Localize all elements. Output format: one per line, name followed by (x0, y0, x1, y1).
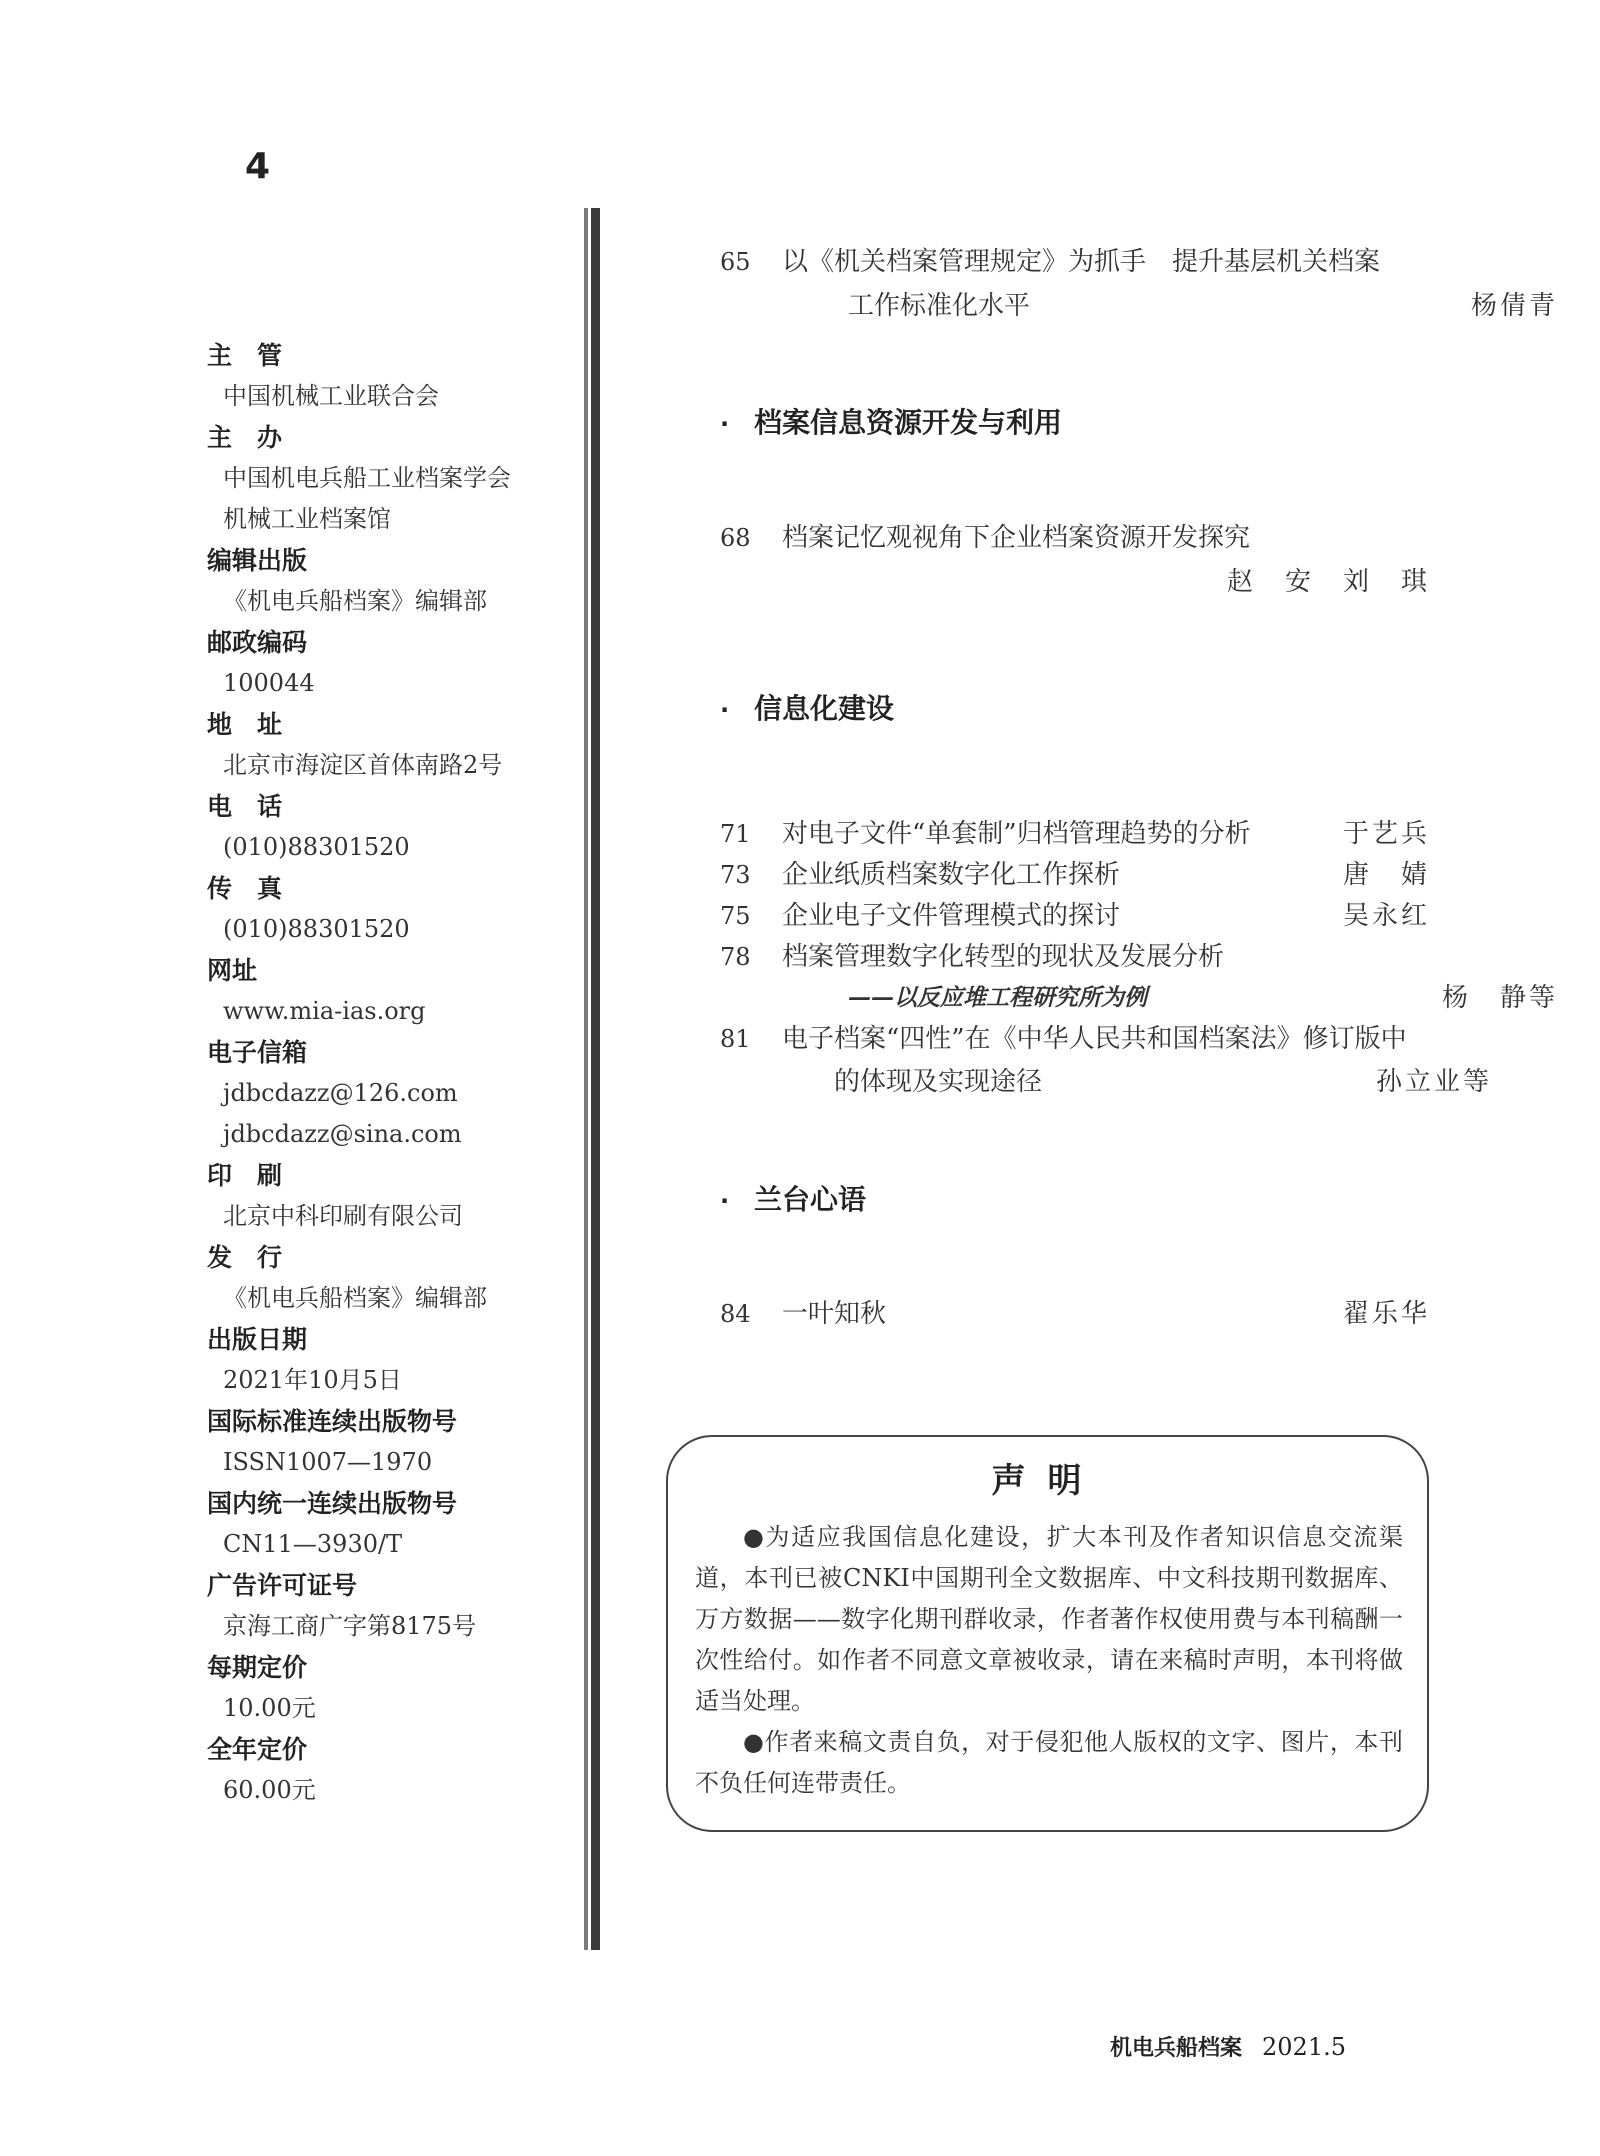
info-value: 北京市海淀区首体南路2号 (223, 751, 503, 779)
info-label: 电子信箱 (207, 1038, 308, 1067)
info-label: 邮政编码 (207, 628, 308, 657)
toc-entry-84[interactable] (720, 1294, 1430, 1334)
bullet-icon: · (720, 696, 730, 724)
notice-paragraph-1: ●为适应我国信息化建设，扩大本刊及作者知识信息交流渠道，本刊已被CNKI中国期刊全文数据库、中文科技期刊数据库、万方数据——数字化期刊群收录，作者著作权使用费与本刊稿酬一次性给付。如作者不同意文章被收录，请在来稿时声明，本刊将做适当处理。 (695, 1523, 1403, 1715)
toc-author: 唐 婧 (1342, 860, 1430, 890)
info-value: jdbcdazz@126.com (223, 1079, 458, 1107)
info-label: 网址 (207, 956, 258, 985)
toc-author: 孙立业等 (1375, 1067, 1492, 1097)
info-value: 60.00元 (223, 1776, 316, 1804)
toc-title: 一叶知秋 (782, 1299, 887, 1329)
info-value: CN11—3930/T (223, 1530, 403, 1558)
info-label: 每期定价 (207, 1653, 308, 1682)
info-label: 出版日期 (207, 1325, 308, 1354)
toc-entry-81-cont[interactable] (720, 1062, 1492, 1102)
notice-body (695, 1517, 1403, 1804)
info-label: 国际标准连续出版物号 (207, 1407, 458, 1436)
toc-subtitle: ——以反应堆工程研究所为例 (848, 984, 1147, 1011)
info-value: 10.00元 (223, 1694, 316, 1722)
info-label: 主 管 (207, 341, 283, 370)
toc-page-number: 73 (720, 861, 751, 889)
footer-journal-name: 机电兵船档案 (1110, 2035, 1243, 2061)
toc-author: 翟乐华 (1342, 1299, 1430, 1329)
toc-title: 对电子文件“单套制”归档管理趋势的分析 (782, 819, 1251, 849)
toc-author: 杨倩青 (1470, 291, 1558, 321)
notice-paragraph-2: ●作者来稿文责自负，对于侵犯他人版权的文字、图片，本刊不负任何连带责任。 (695, 1728, 1403, 1797)
info-label: 主 办 (207, 423, 283, 452)
notice-title: 声明 (991, 1461, 1104, 1501)
info-value: 中国机电兵船工业档案学会 (223, 464, 511, 492)
info-label: 发 行 (207, 1243, 283, 1272)
info-label: 国内统一连续出版物号 (207, 1489, 458, 1518)
info-value: 《机电兵船档案》编辑部 (223, 1284, 487, 1312)
toc-title-continued: 的体现及实现途径 (834, 1067, 1043, 1097)
info-value: 北京中科印刷有限公司 (223, 1202, 463, 1230)
info-value: jdbcdazz@sina.com (223, 1120, 462, 1148)
toc-title: 档案记忆观视角下企业档案资源开发探究 (782, 523, 1251, 553)
toc-page-number: 78 (720, 943, 751, 971)
notice-box (666, 1435, 1429, 1832)
info-value: ISSN1007—1970 (223, 1448, 433, 1476)
toc-page-number: 68 (720, 524, 751, 552)
section-title: 兰台心语 (754, 1183, 867, 1216)
toc-page-number: 65 (720, 248, 751, 276)
toc-title: 档案管理数字化转型的现状及发展分析 (782, 942, 1225, 972)
toc-entry-71[interactable] (720, 814, 1430, 854)
toc-title-continued: 工作标准化水平 (848, 291, 1031, 321)
section-heading-informatization (720, 687, 894, 731)
section-title: 档案信息资源开发与利用 (754, 406, 1063, 439)
toc-entry-78[interactable] (720, 937, 1430, 977)
toc-entry-65[interactable] (720, 242, 1430, 282)
info-label: 地 址 (207, 710, 283, 739)
section-heading-lantai-xinyu (720, 1178, 866, 1222)
toc-author: 赵 安 刘 琪 (1226, 567, 1430, 597)
info-value: 2021年10月5日 (223, 1366, 402, 1394)
footer-issue: 2021.5 (1262, 2033, 1346, 2061)
toc-author: 杨 静等 (1441, 983, 1558, 1013)
toc-entry-68[interactable] (720, 518, 1430, 558)
toc-entry-78-subtitle[interactable] (720, 978, 1558, 1018)
info-label: 全年定价 (207, 1735, 308, 1764)
toc-entry-65-cont[interactable] (720, 286, 1558, 326)
toc-entry-68-author-line (720, 562, 1430, 602)
toc-author: 吴永红 (1342, 901, 1430, 931)
toc-entry-75[interactable] (720, 896, 1430, 936)
bullet-icon: · (720, 410, 730, 438)
info-label: 编辑出版 (207, 546, 308, 575)
toc-entry-81[interactable] (720, 1019, 1430, 1059)
page-footer (1110, 2030, 1346, 2064)
toc-author: 于艺兵 (1342, 819, 1430, 849)
section-title: 信息化建设 (754, 692, 895, 725)
toc-entry-73[interactable] (720, 855, 1430, 895)
info-value: 《机电兵船档案》编辑部 (223, 587, 487, 615)
info-value: (010)88301520 (223, 915, 410, 943)
toc-title: 企业纸质档案数字化工作探析 (782, 860, 1121, 890)
info-value: 京海工商广字第8175号 (223, 1612, 477, 1640)
info-label: 传 真 (207, 874, 283, 903)
toc-page-number: 81 (720, 1025, 751, 1053)
info-value: 机械工业档案馆 (223, 505, 391, 533)
info-value: 100044 (223, 669, 315, 697)
info-label: 电 话 (207, 792, 283, 821)
toc-title: 以《机关档案管理规定》为抓手 提升基层机关档案 (782, 247, 1381, 277)
masthead-sidebar (207, 335, 577, 1811)
info-label: 印 刷 (207, 1161, 283, 1190)
section-heading-archive-resources (720, 401, 1062, 445)
vertical-divider (584, 208, 600, 1950)
info-value: 中国机械工业联合会 (223, 382, 439, 410)
toc-page-number: 71 (720, 820, 751, 848)
page-number: 4 (245, 146, 271, 187)
bullet-icon: · (720, 1187, 730, 1215)
toc-title: 企业电子文件管理模式的探讨 (782, 901, 1121, 931)
toc-page-number: 75 (720, 902, 751, 930)
info-value: (010)88301520 (223, 833, 410, 861)
info-label: 广告许可证号 (207, 1571, 358, 1600)
toc-title: 电子档案“四性”在《中华人民共和国档案法》修订版中 (782, 1024, 1407, 1054)
toc-page-number: 84 (720, 1300, 751, 1328)
info-value: www.mia-ias.org (223, 997, 426, 1025)
